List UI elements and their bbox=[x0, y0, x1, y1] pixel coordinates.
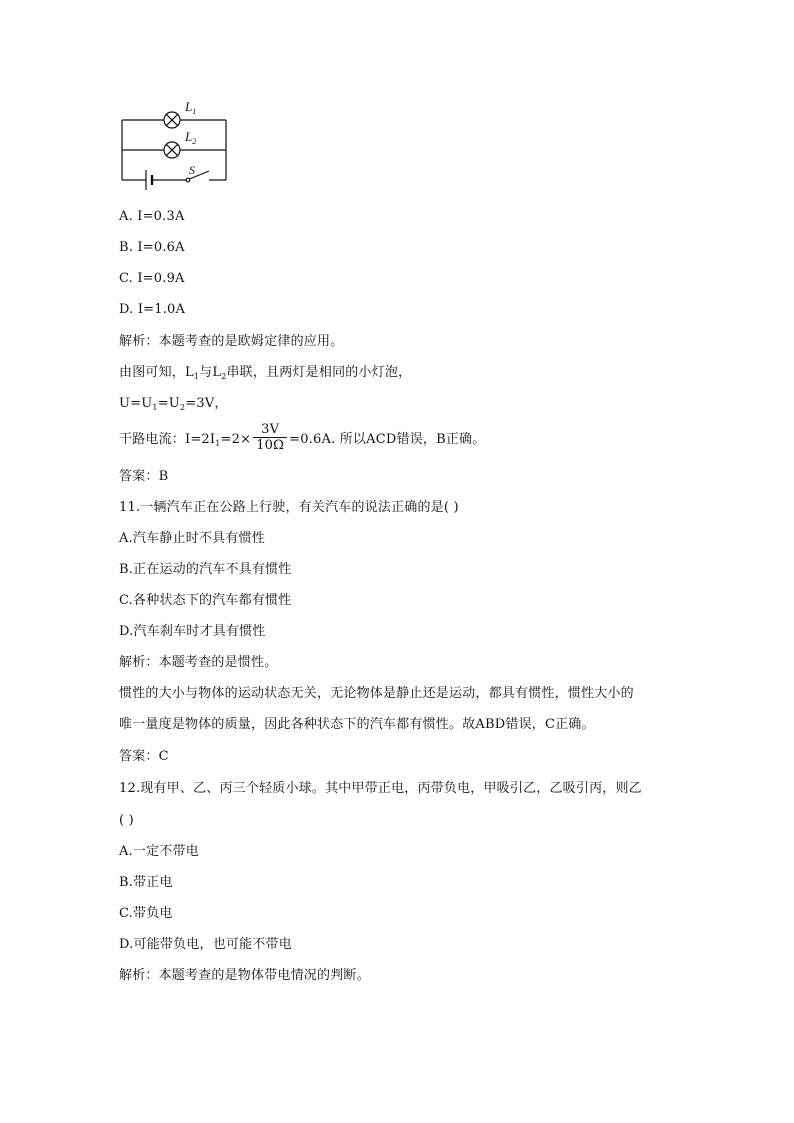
q11-explanation-line2: 唯一量度是物体的质量，因此各种状态下的汽车都有惯性。故ABD错误，C正确。 bbox=[119, 717, 595, 732]
q12-option-b: B.带正电 bbox=[119, 875, 173, 890]
q10-step2: $U=U_1=U_2=3V$， bbox=[119, 396, 228, 412]
q12-question-line1: 12.现有甲、乙、丙三个轻质小球。其中甲带正电，丙带负电，甲吸引乙，乙吸引丙，则乙 bbox=[119, 781, 642, 796]
fraction: $\frac{3V}{10\Omega}$ bbox=[253, 422, 287, 453]
q11-option-c: C.各种状态下的汽车都有惯性 bbox=[119, 593, 292, 608]
q10-option-a: A. I=0.3A bbox=[119, 209, 185, 224]
lamp-l2-label: $L_2$ bbox=[185, 129, 197, 146]
q10-analysis: 解析：本题考查的是欧姆定律的应用。 bbox=[119, 334, 344, 349]
lamp-l1-label: $L_1$ bbox=[185, 99, 197, 116]
lamp-l2-icon bbox=[164, 142, 180, 158]
q12-analysis: 解析：本题考查的是物体带电情况的判断。 bbox=[119, 968, 370, 983]
q12-option-a: A.一定不带电 bbox=[119, 844, 199, 859]
q11-option-a: A.汽车静止时不具有惯性 bbox=[119, 531, 265, 546]
q10-step1: 由图可知，$L_1$与$L_2$串联，且两灯是相同的小灯泡， bbox=[119, 365, 412, 381]
q12-question-line2: ( ) bbox=[119, 813, 134, 828]
q11-question: 11.一辆汽车正在公路上行驶，有关汽车的说法正确的是( ) bbox=[119, 500, 459, 515]
q11-option-b: B.正在运动的汽车不具有惯性 bbox=[119, 562, 292, 577]
switch-label: S bbox=[189, 163, 195, 177]
q11-analysis: 解析：本题考查的是惯性。 bbox=[119, 655, 278, 670]
q11-option-d: D.汽车刹车时才具有惯性 bbox=[119, 624, 266, 639]
q10-step3: 干路电流：$I=2I_1=2\times$ $\frac{3V}{10\Omega}$ =0.6A. 所以ACD错误，B正确。 bbox=[119, 422, 486, 453]
circuit-diagram bbox=[115, 96, 233, 200]
q10-answer: 答案：B bbox=[119, 469, 169, 484]
q11-answer: 答案：C bbox=[119, 749, 169, 764]
q12-option-c: C.带负电 bbox=[119, 906, 173, 921]
battery-icon bbox=[146, 170, 152, 190]
q10-option-d: D. I=1.0A bbox=[119, 302, 186, 317]
q10-option-c: C. I=0.9A bbox=[119, 271, 185, 286]
q10-option-b: B. I=0.6A bbox=[119, 240, 185, 255]
q12-option-d: D.可能带负电，也可能不带电 bbox=[119, 937, 292, 952]
lamp-l1-icon bbox=[164, 112, 180, 128]
q11-explanation-line1: 惯性的大小与物体的运动状态无关，无论物体是静止还是运动，都具有惯性，惯性大小的 bbox=[119, 686, 634, 701]
